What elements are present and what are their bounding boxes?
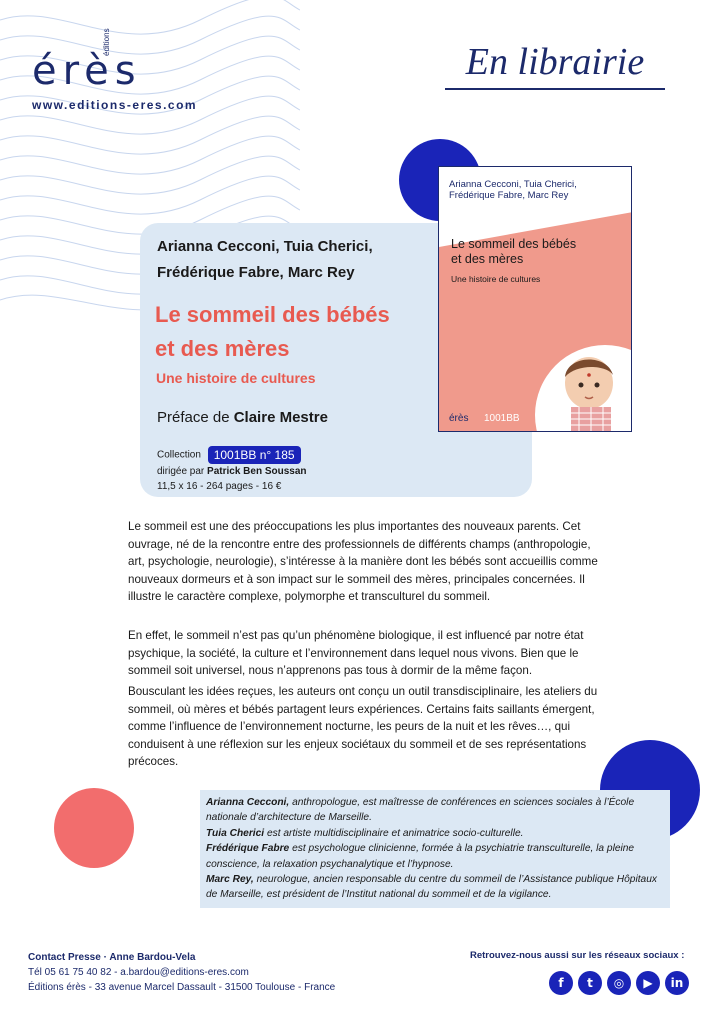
contact-heading: Contact Presse · Anne Bardou-Vela — [28, 952, 196, 963]
bio-name: Frédérique Fabre — [206, 843, 290, 855]
book-format: 11,5 x 16 - 264 pages - 16 € — [157, 481, 282, 492]
collection-badge: 1001BB n° 185 — [208, 446, 301, 464]
preface-label: Préface de — [157, 409, 230, 426]
cover-collection: 1001BB — [484, 413, 520, 424]
description-paragraph-2: En effet, le sommeil n’est pas qu’un phénomène biologique, il est influencé par notre état psychique, la société, la culture et l’environnement dans lequel nous vivons. Bien que le sommeil soit universel, nous n’apprenons pas tous à dormir de la même façon. — [128, 629, 584, 677]
press-contact — [28, 950, 335, 995]
twitter-icon[interactable]: t — [578, 971, 602, 995]
social-icons — [549, 971, 689, 995]
cover-authors — [449, 179, 619, 201]
cover-publisher-logo: érès — [449, 413, 469, 424]
bio-entry — [206, 795, 666, 826]
decorative-coral-circle — [54, 788, 134, 868]
book-authors — [157, 234, 417, 286]
book-preface — [157, 409, 328, 426]
baby-illustration — [547, 347, 632, 432]
collection-row — [157, 446, 301, 464]
bio-text: est artiste multidisciplinaire et animatrice socio-culturelle. — [264, 827, 524, 839]
collection-label: Collection — [157, 449, 201, 461]
cover-authors-line-1: Arianna Cecconi, Tuia Cherici, — [449, 179, 577, 190]
description-paragraph-1: Le sommeil est une des préoccupations les plus importantes des nouveaux parents. Cet ouvrage, né de la rencontre entre des professionnels de différents champs (anthropologie, art, psychologie, neurologie), s’intéresse à la manière dont les bébés sont accueillis comme nouveaux dormeurs et à son impact sur le sommeil des mères, principales concernées. Il illustre le caractère complexe, polymorphe et transculturel du sommeil. — [128, 520, 598, 603]
cover-title-line-1: Le sommeil des bébés — [451, 237, 577, 251]
directed-by — [157, 466, 307, 477]
authors-line-1: Arianna Cecconi, Tuia Cherici, — [157, 238, 373, 255]
title-line-2: et des mères — [155, 336, 290, 361]
description-paragraph-3: Bousculant les idées reçues, les auteurs ont conçu un outil transdisciplinaire, les ateliers du sommeil, où mères et bébés partagent leurs expériences. Certains faits saillants émergent, comme l’influence de l’environnement nocturne, les peurs de la nuit et les rêves…, qui conduisent à une réflexion sur les enjeux sociétaux du sommeil et de ses représentations précoces. — [128, 685, 598, 768]
preface-author: Claire Mestre — [233, 409, 328, 426]
cover-title-line-2: et des mères — [451, 252, 524, 266]
contact-phone-email[interactable]: Tél 05 61 75 40 82 - a.bardou@editions-eres.com — [28, 967, 249, 978]
website-link[interactable]: www.editions-eres.com — [32, 98, 198, 112]
title-line-1: Le sommeil des bébés — [155, 302, 390, 327]
bio-name: Arianna Cecconi, — [206, 797, 290, 808]
bio-entry — [206, 872, 666, 903]
bio-text: anthropologue, est maîtresse de conférences en sciences sociales à l’École nationale d’architecture de Marseille. — [206, 797, 635, 824]
cover-title — [451, 237, 621, 267]
bio-text: est psychologue clinicienne, formée à la psychiatrie transculturelle, la pleine conscience, la relaxation psychanalytique et l’hypnose. — [206, 843, 635, 870]
social-heading: Retrouvez-nous aussi sur les réseaux sociaux : — [470, 950, 685, 961]
bio-name: Marc Rey, — [206, 874, 254, 886]
en-librairie-heading: En librairie — [465, 41, 645, 83]
bio-entry — [206, 826, 666, 841]
book-cover — [438, 166, 632, 432]
bio-text: neurologue, ancien responsable du centre du sommeil de l’Assistance publique Hôpitaux de Marseille, est président de l’Institut national du sommeil et de la vigilance. — [206, 874, 657, 901]
directed-name: Patrick Ben Soussan — [207, 466, 307, 477]
bio-entry — [206, 841, 666, 872]
youtube-icon[interactable]: ▶ — [636, 971, 660, 995]
facebook-icon[interactable]: f — [549, 971, 573, 995]
heading-underline — [445, 88, 665, 90]
authors-line-2: Frédérique Fabre, Marc Rey — [157, 264, 355, 281]
instagram-icon[interactable]: ◎ — [607, 971, 631, 995]
cover-authors-line-2: Frédérique Fabre, Marc Rey — [449, 190, 569, 201]
cover-subtitle: Une histoire de cultures — [451, 274, 541, 284]
linkedin-icon[interactable]: in — [665, 971, 689, 995]
bio-name: Tuia Cherici — [206, 827, 265, 839]
book-title — [155, 298, 435, 366]
eres-logo[interactable] — [28, 28, 168, 96]
contact-address: Éditions érès - 33 avenue Marcel Dassault - 31500 Toulouse - France — [28, 982, 336, 993]
logo-word: érès — [32, 48, 142, 94]
author-bios — [206, 795, 666, 903]
directed-label: dirigée par — [157, 466, 205, 477]
book-subtitle: Une histoire de cultures — [156, 370, 316, 386]
logo-editions-label: éditions — [102, 28, 111, 56]
